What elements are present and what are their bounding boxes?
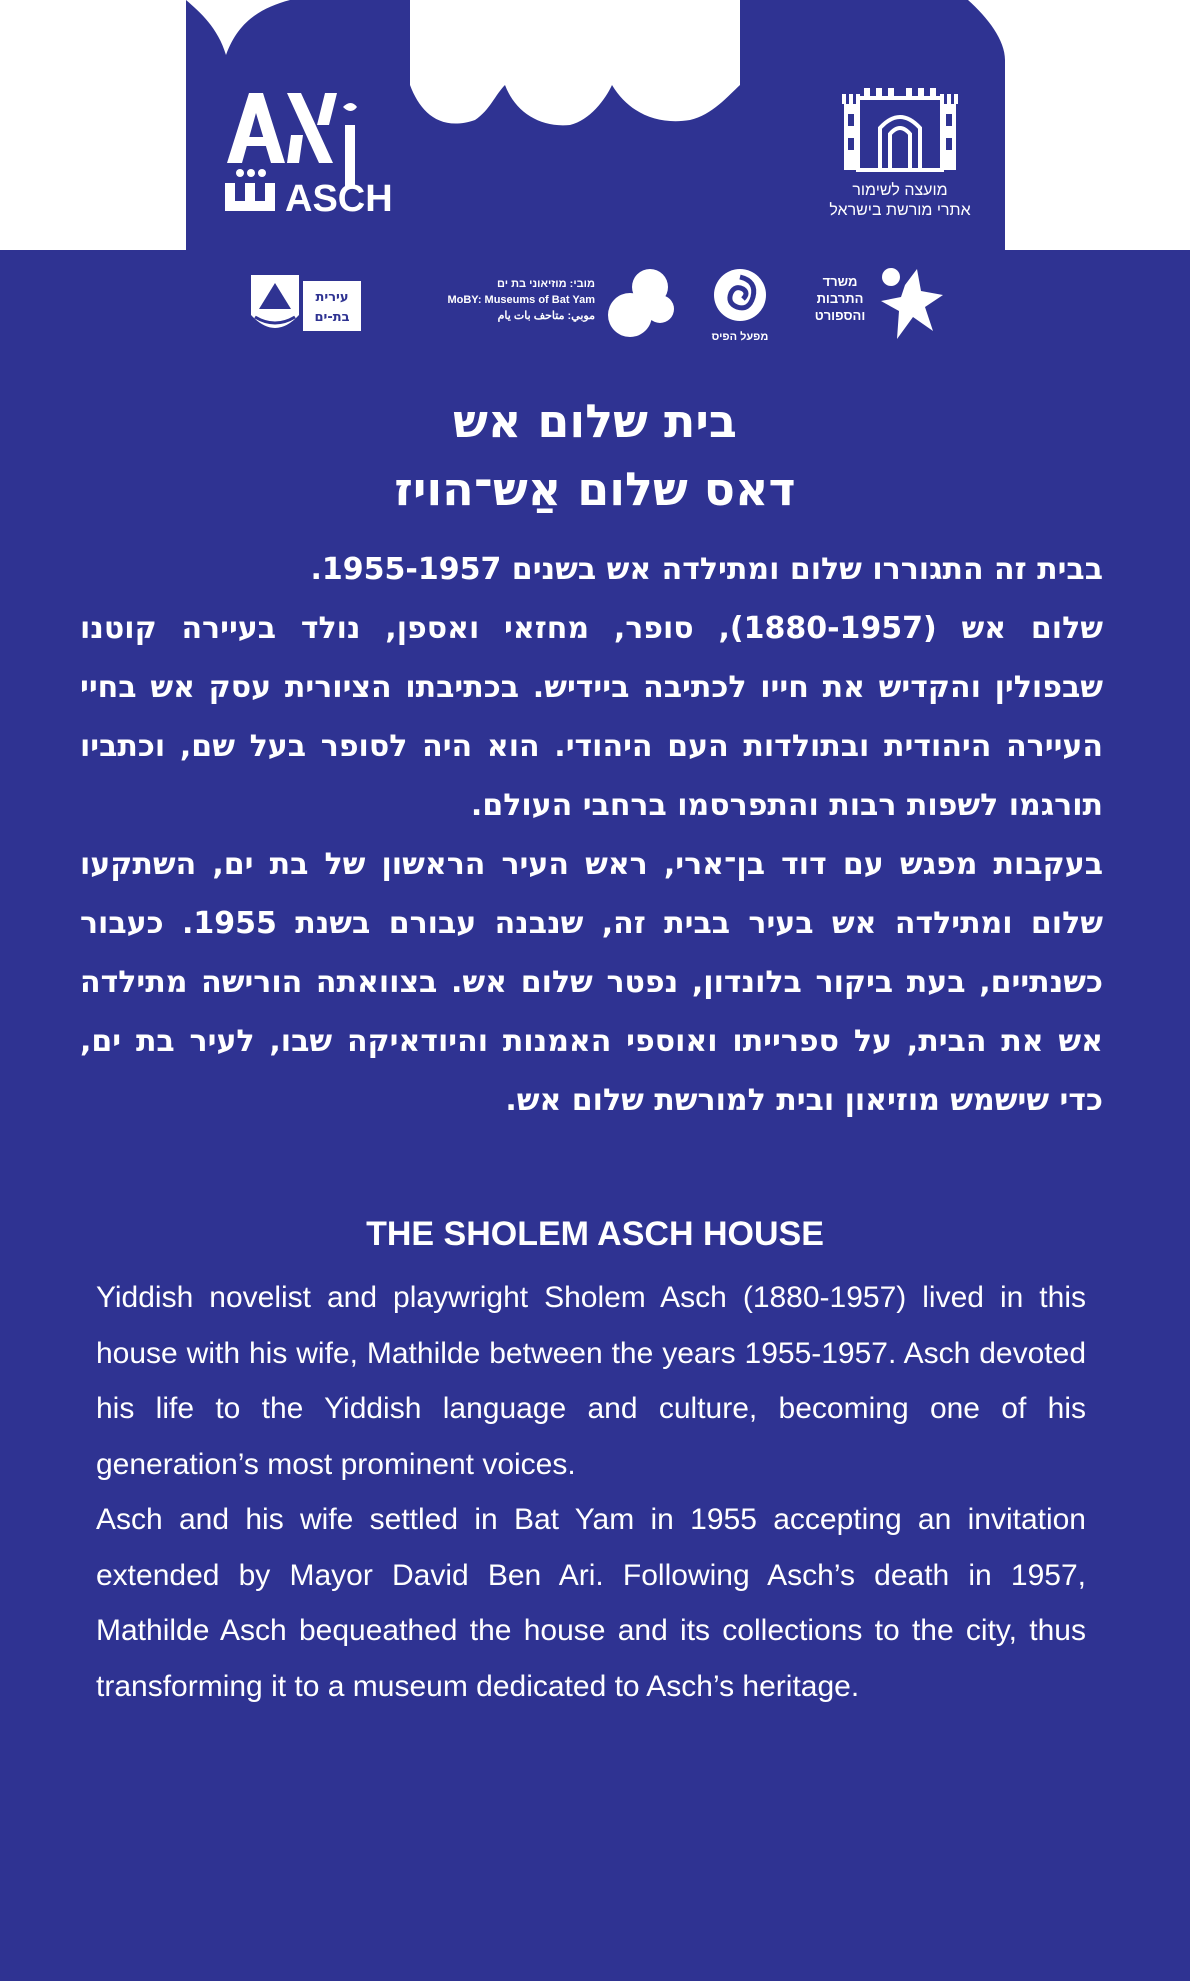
asch-logo [205, 85, 395, 225]
moby-logo [400, 265, 680, 345]
city-text-2: בת-ים [314, 310, 350, 325]
asch-logo-text: ASCH [285, 178, 393, 220]
hebrew-paragraph-3: בעקבות מפגש עם דוד בן־ארי, ראש העיר הראשון של בת ים, השתקעו שלום ומתילדה אש בעיר בבית זה, שנבנה עבורם בשנת 1955. כעבור כשנתיים, בעת ביקור בלונדון, נפטר שלום אש. בצוואתה הורישה מתילדה אש את הבית, על ספרייתו ואוספי האמנות והיודאיקה שבו, לעיר בת ים, כדי שישמש מוזיאון ובית למורשת שלום אש. [80, 847, 1103, 1118]
hebrew-paragraph-2: שלום אש (1880-1957), סופר, מחזאי ואספן, נולד בעיירה קוטנו שבפולין והקדיש את חייו לכתיבה ביידיש. בכתיבתו הציורית עסק אש בחיי העיירה היהודית ובתולדות העם היהודי. הוא היה לסופר בעל שם, וכתביו תורגמו לשפות רבות והתפרסמו ברחבי העולם. [80, 611, 1103, 823]
moby-line1: מובי: מוזיאוני בת ים [497, 278, 595, 290]
hebrew-title-line1: בית שלום אש [453, 394, 737, 448]
moby-line3: موبي: متاحف بات يام [497, 310, 595, 322]
ministry-logo [805, 265, 945, 345]
moby-bubbles-icon [600, 265, 680, 345]
mifal-hapais-label: מפעל הפיס [711, 331, 769, 343]
council-line2: אתרי מורשת בישראל [829, 202, 971, 219]
mifal-hapais-logo [705, 265, 775, 345]
moby-line2: MoBY: Museums of Bat Yam [447, 294, 595, 306]
bat-yam-municipality-logo [245, 265, 365, 345]
council-line1: מועצה לשימור [852, 182, 948, 199]
asch-logo-mark [205, 85, 395, 225]
city-emblem-icon [245, 265, 365, 345]
english-body [96, 1270, 1086, 1714]
hebrew-paragraph-1: בבית זה התגוררו שלום ומתילדה אש בשנים 1955-1957. [310, 552, 1103, 587]
ministry-line3: והספורט [814, 308, 866, 323]
mifal-hapais-swirl-icon [705, 265, 775, 325]
hebrew-body [80, 540, 1103, 1130]
hebrew-title-line2: דאס שלום אַש־הויז [394, 462, 796, 516]
ministry-line2: התרבות [816, 291, 864, 306]
ministry-star-icon [877, 265, 945, 341]
city-text-1: עירית [315, 290, 349, 305]
historic-building-icon [840, 80, 960, 176]
ministry-line1: משרד [822, 274, 858, 289]
english-paragraph-2: Asch and his wife settled in Bat Yam in 1955 accepting an invitation extended by Mayor David Ben Ari. Following Asch’s death in 1957, Mathilde Asch bequeathed the house and its collections to the city, thus transforming it to a museum dedicated to Asch’s heritage. [96, 1503, 1086, 1703]
english-paragraph-1: Yiddish novelist and playwright Sholem Asch (1880-1957) lived in this house with his wife, Mathilde between the years 1955-1957. Asch devoted his life to the Yiddish language and culture, becoming one of his generation’s most prominent voices. [96, 1281, 1086, 1481]
council-logo [800, 80, 1000, 240]
english-title: THE SHOLEM ASCH HOUSE [366, 1215, 824, 1253]
